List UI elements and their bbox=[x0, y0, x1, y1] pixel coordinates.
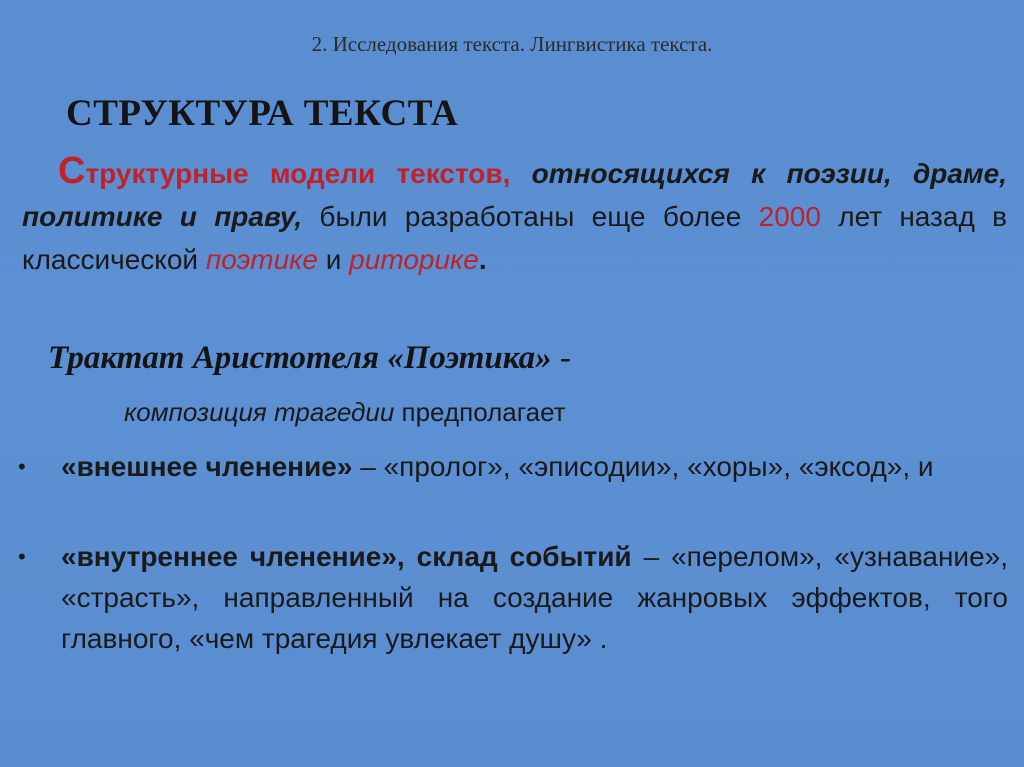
bullet-text bbox=[61, 536, 1008, 659]
bullet-text bbox=[61, 446, 1008, 487]
paragraph-part-3: были разработаны еще более bbox=[302, 201, 759, 232]
composition-line bbox=[124, 397, 566, 428]
bullet-item bbox=[18, 536, 1008, 659]
paragraph-rhetoric: риторике bbox=[349, 244, 479, 275]
bullet-marker: • bbox=[18, 454, 26, 479]
treatise-title-text: Трактат Аристотеля «Поэтика» bbox=[48, 340, 552, 376]
slide-heading: СТРУКТУРА ТЕКСТА bbox=[66, 93, 459, 134]
intro-paragraph bbox=[22, 150, 1007, 281]
composition-italic: композиция трагедии bbox=[124, 397, 395, 427]
bullet-rest: – «перелом», «узнавание», «страсть», направленный на создание жанровых эффектов, того главного, «чем трагедия увлекает душу» . bbox=[61, 541, 1008, 654]
bullet-rest: – «пролог», «эписодии», «хоры», «эксод», и bbox=[352, 451, 934, 482]
paragraph-end: . bbox=[478, 244, 487, 275]
treatise-title bbox=[48, 340, 571, 377]
paragraph-year: 2000 bbox=[758, 201, 821, 232]
bullet-bold: «внешнее членение» bbox=[61, 451, 353, 482]
drop-cap: С bbox=[58, 150, 86, 192]
bullet-item bbox=[18, 446, 1008, 487]
paragraph-part-2: относящихся к поэзии, драме, политике и праву, bbox=[22, 158, 1007, 232]
composition-rest: предполагает bbox=[394, 397, 566, 427]
paragraph-poetics: поэтике bbox=[205, 244, 318, 275]
paragraph-part-7: и bbox=[317, 244, 350, 275]
bullet-marker: • bbox=[18, 544, 26, 569]
bullet-bold: «внутреннее членение», склад событий bbox=[61, 541, 632, 572]
slide-subtitle: 2. Исследования текста. Лингвистика текста. bbox=[311, 32, 713, 56]
paragraph-part-5: лет назад в классической bbox=[22, 201, 1007, 275]
treatise-dash: - bbox=[551, 340, 571, 376]
paragraph-part-1: труктурные модели текстов, bbox=[85, 158, 511, 189]
